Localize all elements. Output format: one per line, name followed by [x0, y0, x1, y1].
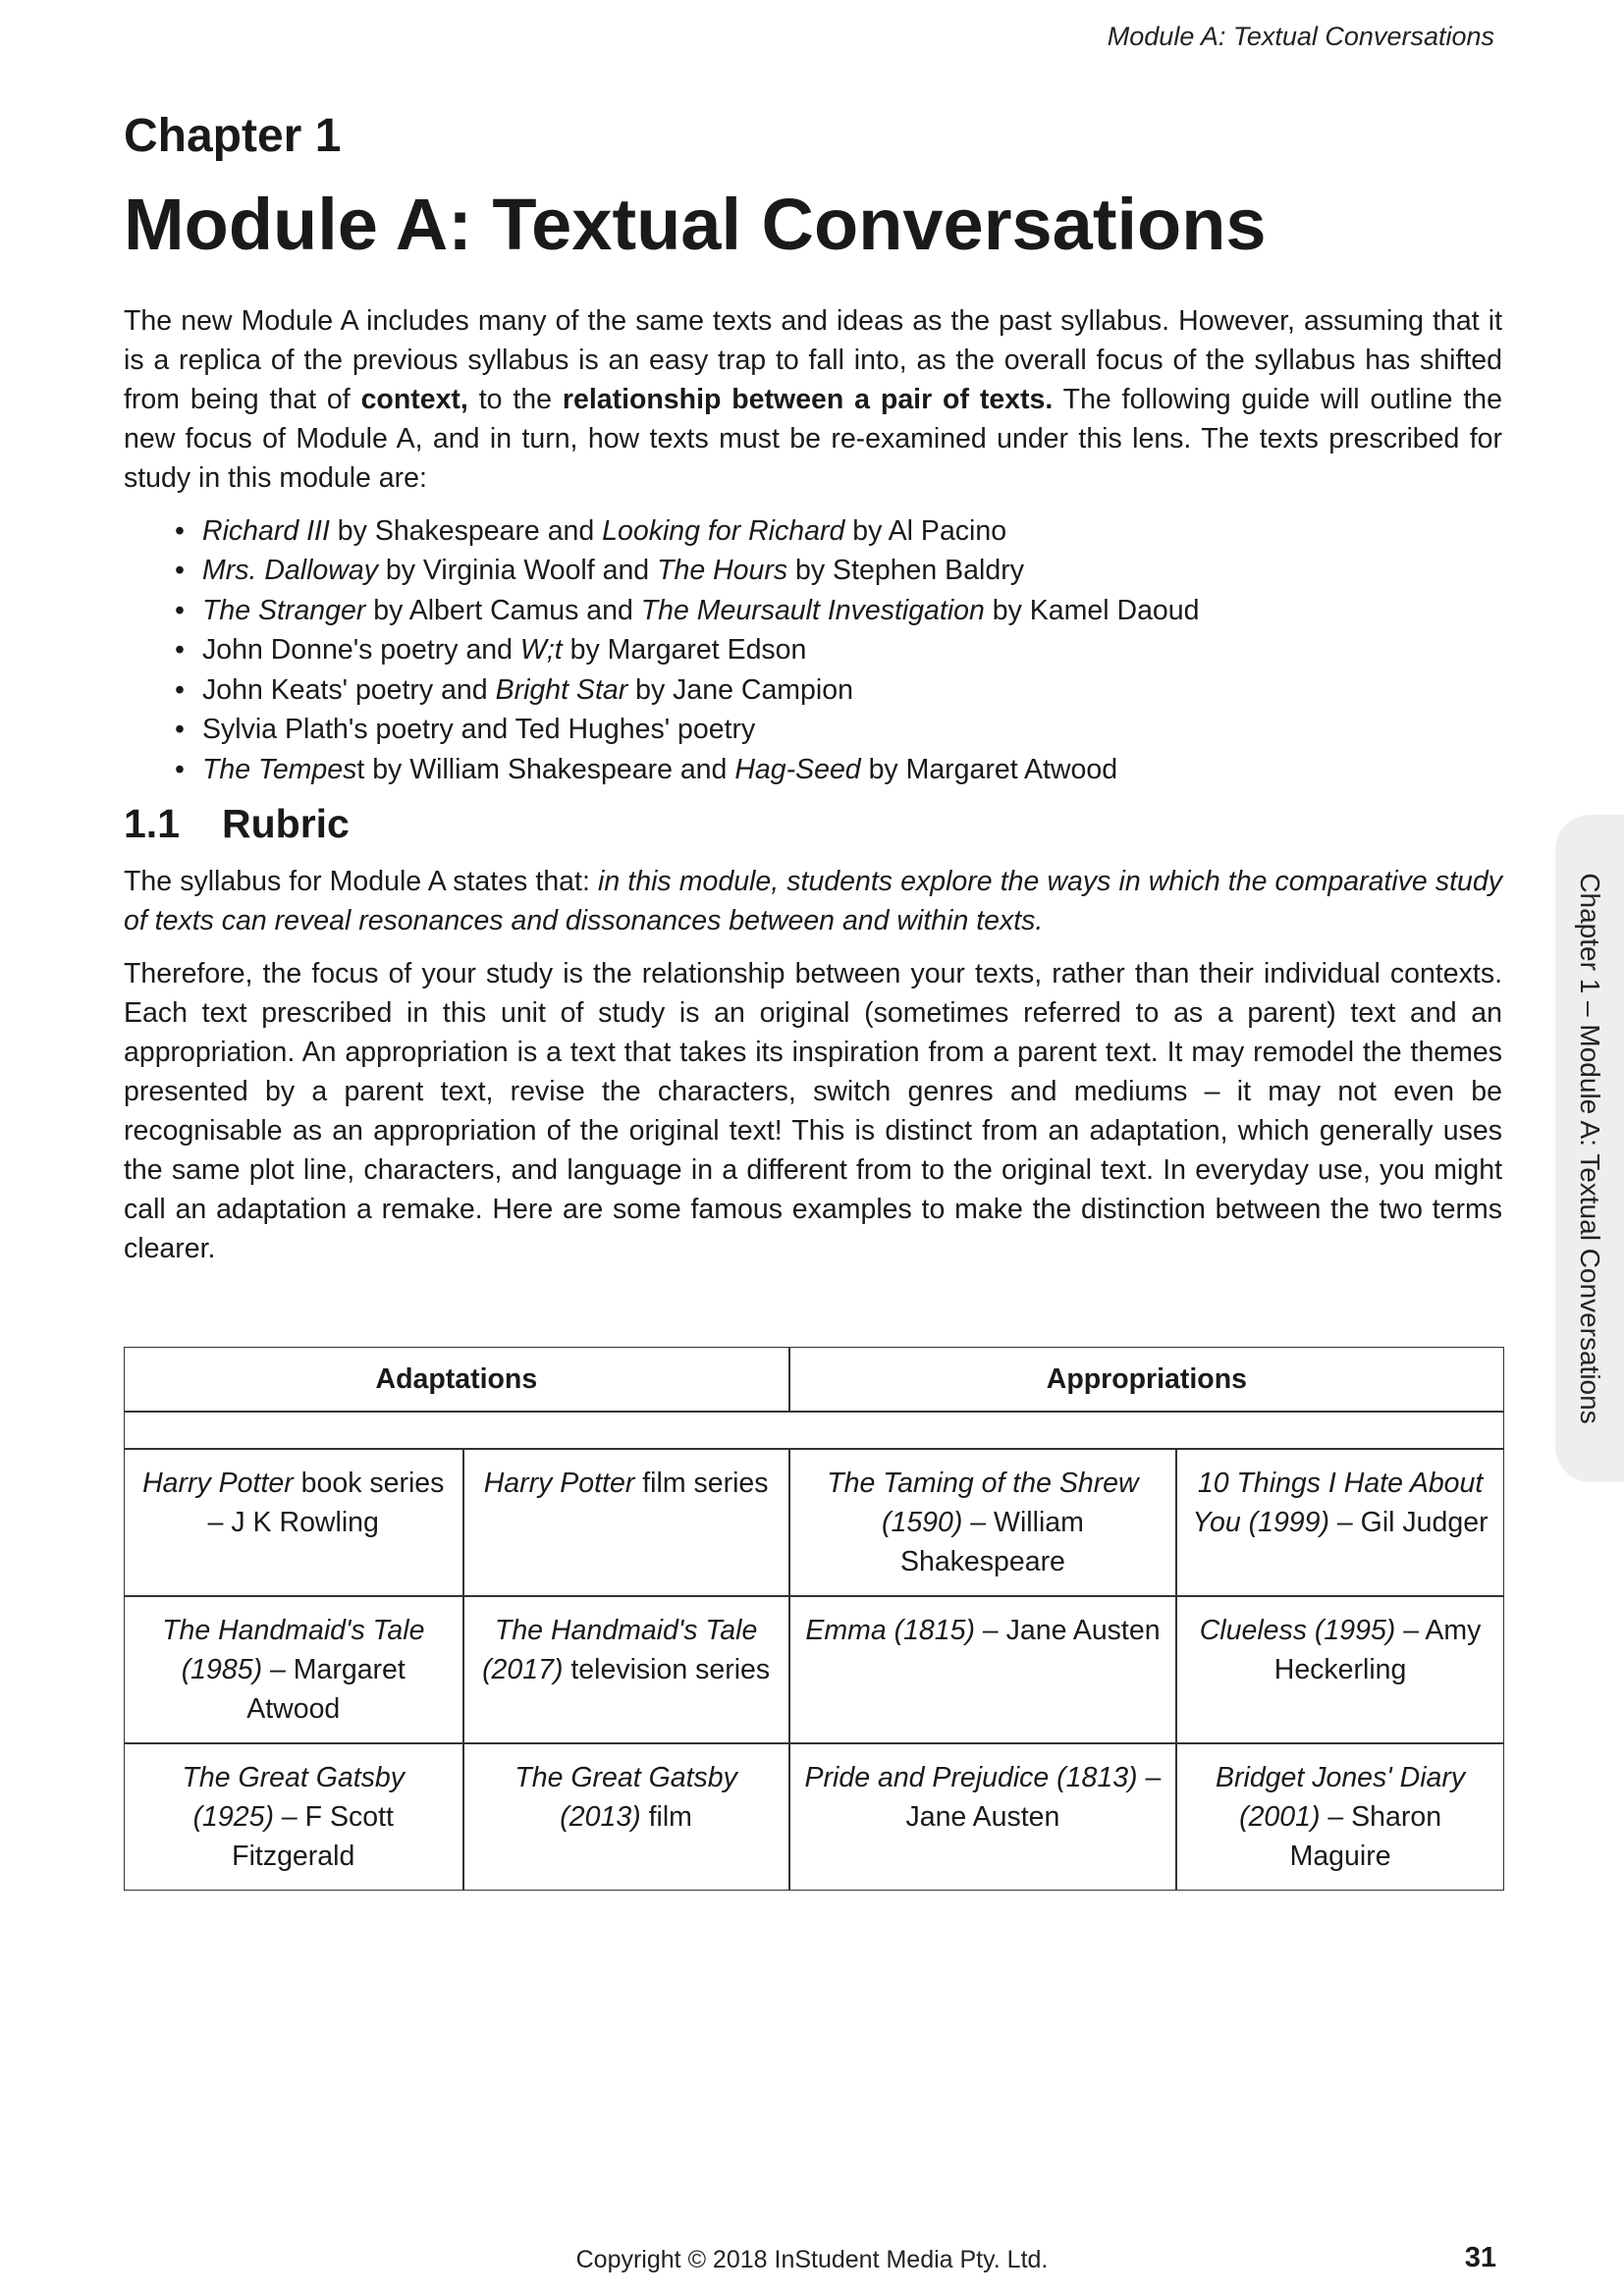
cell-title: Harry Potter	[483, 1467, 635, 1499]
text-detail: by Kamel Daoud	[984, 594, 1200, 626]
text-title: Hag-Seed	[734, 753, 861, 785]
spacer-cell	[124, 1412, 1504, 1449]
text-detail: by Al Pacino	[844, 514, 1007, 547]
list-item	[175, 750, 1502, 790]
cell-detail: – Gil Judger	[1329, 1506, 1489, 1538]
text-detail: Sylvia Plath's poetry and Ted Hughes' poetry	[202, 714, 756, 746]
table-row	[124, 1449, 1504, 1596]
text-detail: by Shakespeare and	[329, 514, 603, 547]
text-title: The Meursault Investigation	[640, 594, 985, 626]
header-adaptations: Adaptations	[124, 1347, 789, 1412]
text-detail: by Albert Camus and	[365, 594, 641, 626]
list-item	[175, 511, 1502, 552]
cell-detail: – Margaret Atwood	[246, 1653, 406, 1725]
text-detail: John Donne's poetry and	[202, 634, 520, 667]
text-detail: by Margaret Atwood	[860, 753, 1118, 785]
cell-detail: book series – J K Rowling	[207, 1467, 445, 1538]
cell-detail: film	[640, 1800, 692, 1833]
explanation-paragraph: Therefore, the focus of your study is the relationship between your texts, rather than their individual contexts. Each text prescribed in this unit of study is an original (sometimes referred to as a parent) text and an appropriation. An appropriation is a text that takes its inspiration from a parent text. It may remodel the themes presented by a parent text, revise the characters, switch genres and mediums – it may not even be recognisable as an appropriation of the original text! This is distinct from an adaptation, which generally uses the same plot line, characters, and language in a different from to the original text. In everyday use, you might call an adaptation a remake. Here are some famous examples to make the distinction between the two terms clearer.	[124, 957, 1502, 1264]
text-detail: t by William Shakespeare and	[356, 753, 735, 785]
table-cell	[124, 1449, 463, 1596]
cell-title: The Handmaid's Tale (1985)	[162, 1614, 425, 1685]
cell-detail: – William Shakespeare	[899, 1506, 1084, 1577]
table-cell	[463, 1596, 789, 1743]
section-number: 1.1	[124, 801, 180, 847]
text-title: The Hours	[657, 555, 788, 587]
cell-title: Emma (1815)	[805, 1614, 975, 1646]
cell-title: Clueless (1995)	[1199, 1614, 1396, 1646]
cell-detail: – Amy Heckerling	[1273, 1614, 1482, 1685]
text-title: Looking for Richard	[602, 514, 845, 547]
text-detail: by Margaret Edson	[562, 634, 807, 667]
table-row	[124, 1596, 1504, 1743]
chapter-label: Chapter 1	[124, 110, 342, 162]
list-item	[175, 710, 1502, 750]
text-title: Bright Star	[495, 673, 628, 706]
intro-bold-relationship: relationship between a pair of texts.	[562, 383, 1054, 415]
cell-detail: – F Scott Fitzgerald	[232, 1800, 394, 1872]
text-title: W;t	[519, 634, 563, 667]
cell-title: Harry Potter	[142, 1467, 294, 1499]
chapter-side-tab	[1555, 815, 1624, 1482]
footer-copyright: Copyright © 2018 InStudent Media Pty. Ltd.	[575, 2246, 1049, 2273]
cell-title: The Handmaid's Tale (2017)	[482, 1614, 758, 1685]
cell-detail: – Jane Austen	[905, 1761, 1162, 1833]
cell-detail: – Jane Austen	[974, 1614, 1161, 1646]
running-header: Module A: Textual Conversations	[1107, 22, 1494, 51]
table-cell	[124, 1596, 463, 1743]
table-row	[124, 1743, 1504, 1891]
table-header-row	[124, 1347, 1504, 1412]
page-number: 31	[1464, 2242, 1496, 2273]
table-cell	[463, 1449, 789, 1596]
table-cell	[1176, 1596, 1504, 1743]
table-cell	[124, 1743, 463, 1891]
table-spacer	[124, 1412, 1504, 1449]
list-item	[175, 670, 1502, 711]
cell-detail: – Sharon Maguire	[1289, 1800, 1442, 1872]
cell-detail: film series	[634, 1467, 769, 1499]
text-title: The Tempes	[202, 753, 357, 785]
page-content	[124, 108, 1502, 1891]
text-detail: by Jane Campion	[627, 673, 853, 706]
table-cell	[1176, 1743, 1504, 1891]
prescribed-texts-list	[124, 511, 1502, 790]
text-detail: by Virginia Woolf and	[377, 555, 658, 587]
text-detail: John Keats' poetry and	[202, 673, 496, 706]
cell-title: The Great Gatsby (2013)	[514, 1761, 737, 1833]
intro-text: The new Module A includes many of the same texts and ideas as the past syllabus. However, assuming that it is a replica of the previous syllabus is an easy trap to fall into, as the overall focus of the syllabus has shifted from being that of	[124, 304, 1502, 415]
header-appropriations: Appropriations	[789, 1347, 1504, 1412]
page-title: Module A: Textual Conversations	[124, 183, 1267, 265]
cell-title: The Great Gatsby (1925)	[182, 1761, 405, 1833]
rubric-quote: in this module, students explore the ways in which the comparative study of texts can reveal resonances and dissonances between and within texts.	[124, 865, 1503, 936]
table-cell	[789, 1743, 1176, 1891]
cell-title: Bridget Jones' Diary (2001)	[1216, 1761, 1466, 1833]
table-cell	[1176, 1449, 1504, 1596]
table-cell	[789, 1449, 1176, 1596]
list-item	[175, 591, 1502, 631]
cell-title: Pride and Prejudice (1813)	[804, 1761, 1138, 1793]
text-title: Richard III	[202, 514, 330, 547]
section-heading-rubric	[124, 799, 1502, 849]
text-detail: by Stephen Baldry	[787, 555, 1024, 587]
intro-paragraph	[124, 301, 1502, 498]
table-cell	[789, 1596, 1176, 1743]
rubric-lead: The syllabus for Module A states that:	[124, 865, 598, 897]
text-title: The Stranger	[202, 594, 366, 626]
list-item	[175, 551, 1502, 591]
text-title: Mrs. Dalloway	[202, 555, 378, 587]
section-title: Rubric	[222, 801, 350, 847]
cell-title: 10 Things I Hate About You (1999)	[1192, 1467, 1484, 1538]
intro-text: The following guide will outline the new focus of Module A, and in turn, how texts must be re-examined under this lens. The texts prescribed for study in this module are:	[124, 383, 1502, 494]
intro-text: to the	[467, 383, 563, 415]
table-cell	[463, 1743, 789, 1891]
side-tab-label: Chapter 1 – Module A: Textual Conversations	[1575, 873, 1605, 1424]
cell-detail: television series	[563, 1653, 771, 1685]
rubric-paragraph	[124, 862, 1502, 940]
comparison-table	[124, 1347, 1504, 1891]
intro-bold-context: context,	[360, 383, 468, 415]
cell-title: The Taming of the Shrew (1590)	[827, 1467, 1139, 1538]
list-item	[175, 630, 1502, 670]
